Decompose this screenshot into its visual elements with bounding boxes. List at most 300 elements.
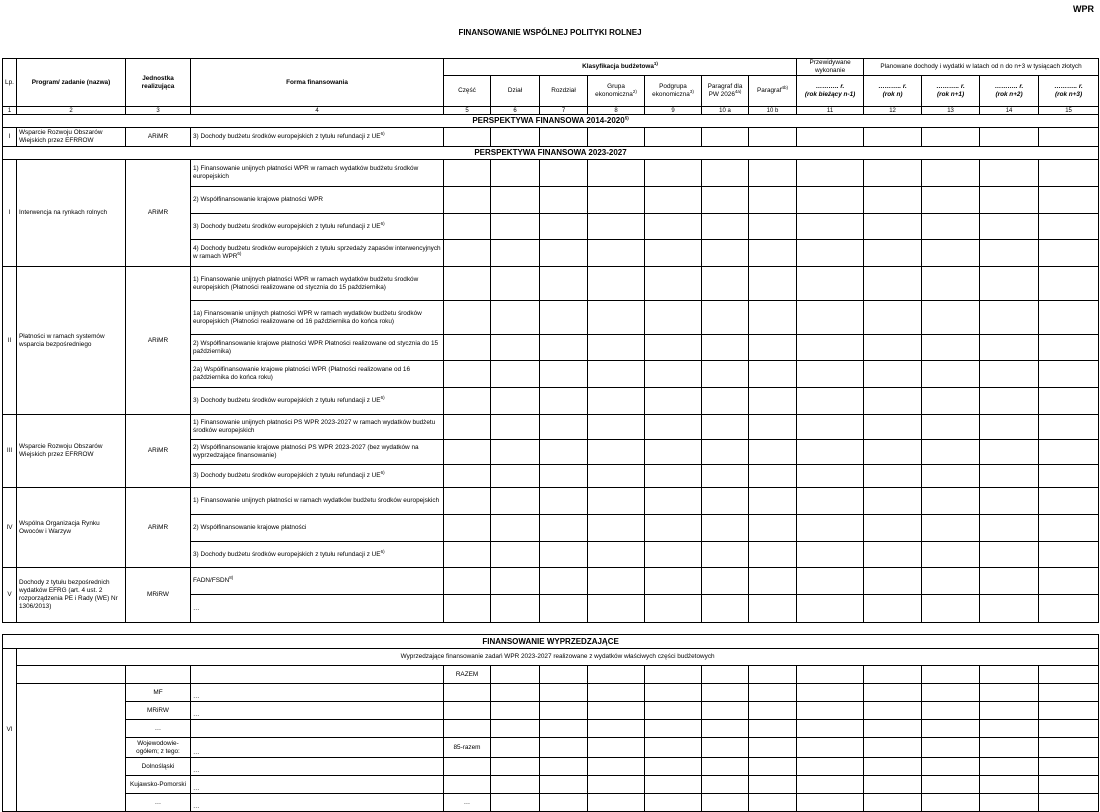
value-cell (980, 187, 1039, 214)
column-number: 1 (3, 107, 17, 115)
value-cell (540, 214, 588, 240)
value-cell (702, 720, 749, 738)
value-cell (797, 488, 864, 515)
prefinancing-subtitle: Wyprzedzające finansowanie zadań WPR 2023-2027 realizowane z wydatków właściwych części budżetowych (17, 649, 1099, 666)
value-cell (491, 794, 540, 812)
value-cell (645, 240, 702, 267)
column-number: 9 (645, 107, 702, 115)
value-cell (645, 515, 702, 542)
value-cell (980, 240, 1039, 267)
value-cell (980, 440, 1039, 465)
value-cell (540, 568, 588, 595)
value-cell (749, 465, 797, 488)
form-text: 2a) Współfinansowanie krajowe płatności WPR (Płatności realizowane od 16 października do końca roku) (193, 366, 411, 381)
table-row (3, 758, 1099, 776)
value-cell (588, 440, 645, 465)
value-cell (980, 128, 1039, 147)
value-cell (749, 684, 797, 702)
prefinancing-table (2, 634, 1099, 812)
value-cell (702, 465, 749, 488)
header-year-1 (864, 76, 922, 107)
value-cell (922, 515, 980, 542)
value-cell (980, 388, 1039, 415)
year-placeholder: ……….. r. (815, 83, 845, 90)
value-cell (864, 214, 922, 240)
footnote-ref: 1) (653, 60, 658, 66)
row-form (191, 187, 444, 214)
document-title: FINANSOWANIE WSPÓLNEJ POLITYKI ROLNEJ (458, 28, 642, 37)
value-cell (864, 187, 922, 214)
value-cell (1039, 301, 1099, 335)
value-cell (645, 440, 702, 465)
column-number: 15 (1039, 107, 1099, 115)
header-sub-label: Rozdział (551, 87, 576, 94)
row-program: Dochody z tytułu bezpośrednich wydatków EFRG (art. 4 ust. 2 rozporządzenia PE i Rady (WE) Nr 1306/2013) (17, 568, 126, 623)
value-cell (980, 542, 1039, 568)
value-cell (749, 214, 797, 240)
footnote-ref: 4a) (734, 88, 742, 94)
value-cell (588, 515, 645, 542)
value-cell (444, 415, 491, 440)
value-cell (702, 776, 749, 794)
row-program: Wsparcie Rozwoju Obszarów Wiejskich przez EFRROW (17, 415, 126, 488)
value-cell (702, 301, 749, 335)
row-form (191, 214, 444, 240)
value-cell (980, 568, 1039, 595)
value-cell (980, 415, 1039, 440)
value-cell (749, 488, 797, 515)
year-placeholder: ……….. r. (994, 83, 1024, 90)
value-cell (922, 720, 980, 738)
value-cell (797, 684, 864, 702)
value-cell (491, 335, 540, 361)
table-row (3, 568, 1099, 595)
row-dots: … (191, 702, 444, 720)
value-cell (797, 187, 864, 214)
year-placeholder: ……….. r. (878, 83, 907, 90)
value-cell (702, 794, 749, 812)
value-cell (491, 240, 540, 267)
value-cell (797, 595, 864, 623)
row-form (191, 488, 444, 515)
form-text: 3) Dochody budżetu środków europejskich z tytułu refundacji z UE (193, 472, 381, 479)
header-classification (444, 59, 797, 76)
value-cell (444, 267, 491, 301)
value-cell (980, 361, 1039, 388)
value-cell (980, 776, 1039, 794)
value-cell (491, 568, 540, 595)
row-lp: II (3, 267, 17, 415)
value-cell (864, 568, 922, 595)
row-lp: I (3, 160, 17, 267)
value-cell (797, 702, 864, 720)
column-number: 10 a (702, 107, 749, 115)
header-sub-5 (702, 76, 749, 107)
row-classification: … (444, 794, 491, 812)
value-cell (645, 267, 702, 301)
value-cell (1039, 335, 1099, 361)
row-dots: … (191, 738, 444, 758)
value-cell (588, 335, 645, 361)
value-cell (491, 515, 540, 542)
value-cell (444, 388, 491, 415)
value-cell (491, 595, 540, 623)
row-lp: VI (3, 649, 17, 812)
value-cell (702, 568, 749, 595)
value-cell (1039, 776, 1099, 794)
table-row (3, 415, 1099, 440)
value-cell (922, 666, 980, 684)
year-label: (rok n+2) (995, 91, 1023, 98)
value-cell (444, 301, 491, 335)
value-cell (540, 666, 588, 684)
value-cell (491, 488, 540, 515)
row-dots: … (191, 758, 444, 776)
section-title: PERSPEKTYWA FINANSOWA 2014-2020 (472, 116, 625, 125)
footnote-ref: 6) (380, 548, 385, 554)
value-cell (540, 465, 588, 488)
row-classification: 85-razem (444, 738, 491, 758)
value-cell (702, 267, 749, 301)
column-number: 13 (922, 107, 980, 115)
year-placeholder: ……….. r. (1054, 83, 1083, 90)
row-unit: ARiMR (126, 415, 191, 488)
form-text: 1) Finansowanie unijnych płatności WPR w ramach wydatków budżetu środków europejskich (193, 165, 419, 180)
row-classification (444, 702, 491, 720)
row-dots (191, 720, 444, 738)
value-cell (588, 738, 645, 758)
value-cell (444, 440, 491, 465)
value-cell (864, 515, 922, 542)
header-sub-label: Dział (507, 87, 523, 94)
row-dots: … (191, 794, 444, 812)
value-cell (645, 776, 702, 794)
value-cell (702, 758, 749, 776)
form-text: … (193, 604, 200, 612)
form-text: FADN/FSDN (193, 577, 230, 584)
table-row (3, 684, 1099, 702)
row-form (191, 128, 444, 147)
value-cell (702, 361, 749, 388)
row-unit: … (126, 794, 191, 812)
value-cell (645, 160, 702, 187)
blank-cell (126, 666, 191, 684)
value-cell (645, 301, 702, 335)
value-cell (864, 794, 922, 812)
value-cell (864, 666, 922, 684)
footnote-ref: 2) (632, 88, 637, 94)
prefinancing-subheader-row (3, 649, 1099, 666)
value-cell (749, 776, 797, 794)
row-form (191, 415, 444, 440)
row-form (191, 465, 444, 488)
header-sub-label: Grupa ekonomiczna (595, 83, 633, 98)
column-number: 7 (540, 107, 588, 115)
footnote-ref: 4b) (781, 84, 789, 90)
value-cell (491, 758, 540, 776)
blank-cell (17, 666, 126, 684)
value-cell (491, 666, 540, 684)
row-form (191, 335, 444, 361)
value-cell (797, 440, 864, 465)
value-cell (749, 388, 797, 415)
row-unit: MRiRW (126, 568, 191, 623)
value-cell (980, 684, 1039, 702)
footnote-ref: 5) (624, 115, 629, 121)
value-cell (797, 301, 864, 335)
header-form: Forma finansowania (191, 59, 444, 107)
value-cell (702, 240, 749, 267)
header-sub-label: Część (458, 87, 476, 94)
value-cell (922, 568, 980, 595)
value-cell (980, 301, 1039, 335)
value-cell (1039, 440, 1099, 465)
value-cell (980, 160, 1039, 187)
razem-label: RAZEM (444, 666, 491, 684)
value-cell (922, 542, 980, 568)
value-cell (864, 128, 922, 147)
value-cell (797, 465, 864, 488)
row-form (191, 240, 444, 267)
value-cell (491, 214, 540, 240)
value-cell (1039, 542, 1099, 568)
value-cell (491, 440, 540, 465)
value-cell (797, 776, 864, 794)
header-planned: Planowane dochody i wydatki w latach od n do n+3 w tysiącach złotych (864, 59, 1099, 76)
value-cell (797, 214, 864, 240)
value-cell (1039, 488, 1099, 515)
row-lp: V (3, 568, 17, 623)
value-cell (749, 361, 797, 388)
value-cell (491, 361, 540, 388)
row-form (191, 568, 444, 595)
blank-cell (17, 684, 126, 812)
value-cell (797, 738, 864, 758)
table-row (3, 267, 1099, 301)
value-cell (540, 240, 588, 267)
value-cell (540, 515, 588, 542)
table-row (3, 720, 1099, 738)
section-row (3, 147, 1099, 160)
value-cell (864, 301, 922, 335)
header-forecast: Przewidywane wykonanie (797, 59, 864, 76)
value-cell (1039, 758, 1099, 776)
value-cell (702, 214, 749, 240)
value-cell (444, 335, 491, 361)
value-cell (749, 440, 797, 465)
column-number: 2 (17, 107, 126, 115)
value-cell (444, 361, 491, 388)
value-cell (645, 568, 702, 595)
value-cell (749, 515, 797, 542)
form-text: 1) Finansowanie unijnych płatności w ramach wydatków budżetu środków europejskich (193, 497, 440, 504)
value-cell (749, 160, 797, 187)
row-unit: MRiRW (126, 702, 191, 720)
value-cell (645, 488, 702, 515)
header-row (3, 59, 1099, 76)
year-label: (rok n) (882, 91, 903, 98)
value-cell (491, 160, 540, 187)
column-number-row (3, 107, 1099, 115)
value-cell (980, 758, 1039, 776)
value-cell (702, 160, 749, 187)
value-cell (922, 794, 980, 812)
value-cell (588, 187, 645, 214)
row-lp: I (3, 128, 17, 147)
row-dots: … (191, 776, 444, 794)
footnote-ref: 6) (380, 394, 385, 400)
value-cell (1039, 595, 1099, 623)
value-cell (797, 515, 864, 542)
row-classification (444, 758, 491, 776)
value-cell (864, 595, 922, 623)
value-cell (540, 440, 588, 465)
form-text: 3) Dochody budżetu środków europejskich z tytułu refundacji z UE (193, 133, 381, 140)
form-text: 1) Finansowanie unijnych płatności PS WPR 2023-2027 w ramach wydatków budżetu środków europejskich (193, 419, 436, 434)
form-text: 3) Dochody budżetu środków europejskich z tytułu refundacji z UE (193, 222, 381, 230)
value-cell (702, 187, 749, 214)
value-cell (588, 568, 645, 595)
column-number: 14 (980, 107, 1039, 115)
value-cell (540, 738, 588, 758)
form-text: 2) Współfinansowanie krajowe płatności WPR Płatności realizowane od stycznia do 15 października) (193, 339, 439, 355)
value-cell (444, 128, 491, 147)
value-cell (444, 214, 491, 240)
row-form (191, 595, 444, 623)
value-cell (797, 758, 864, 776)
value-cell (980, 515, 1039, 542)
header-sub-label: Paragraf (757, 87, 782, 94)
value-cell (797, 794, 864, 812)
section-prefinancing: FINANSOWANIE WYPRZEDZAJĄCE (3, 635, 1099, 649)
form-text: 3) Dochody budżetu środków europejskich z tytułu refundacji z UE (193, 550, 381, 558)
header-year-3 (980, 76, 1039, 107)
value-cell (864, 440, 922, 465)
value-cell (980, 794, 1039, 812)
header-sub-4 (645, 76, 702, 107)
value-cell (980, 267, 1039, 301)
value-cell (922, 738, 980, 758)
value-cell (491, 542, 540, 568)
table-row (3, 488, 1099, 515)
footnote-ref: 3) (689, 88, 694, 94)
value-cell (540, 488, 588, 515)
value-cell (702, 702, 749, 720)
value-cell (645, 720, 702, 738)
value-cell (540, 758, 588, 776)
value-cell (1039, 361, 1099, 388)
column-number: 8 (588, 107, 645, 115)
section-row (3, 115, 1099, 128)
header-year-4 (1039, 76, 1099, 107)
row-form (191, 160, 444, 187)
value-cell (491, 415, 540, 440)
value-cell (645, 666, 702, 684)
value-cell (864, 335, 922, 361)
value-cell (540, 128, 588, 147)
value-cell (922, 702, 980, 720)
value-cell (749, 568, 797, 595)
value-cell (491, 684, 540, 702)
value-cell (922, 267, 980, 301)
value-cell (922, 440, 980, 465)
value-cell (1039, 794, 1099, 812)
value-cell (1039, 240, 1099, 267)
value-cell (1039, 702, 1099, 720)
value-cell (1039, 684, 1099, 702)
row-dots: … (191, 684, 444, 702)
form-text: 2) Współfinansowanie krajowe płatności (193, 524, 307, 531)
value-cell (702, 488, 749, 515)
value-cell (588, 684, 645, 702)
value-cell (491, 128, 540, 147)
value-cell (588, 361, 645, 388)
value-cell (1039, 267, 1099, 301)
value-cell (797, 335, 864, 361)
value-cell (645, 214, 702, 240)
value-cell (1039, 738, 1099, 758)
row-form (191, 267, 444, 301)
value-cell (980, 335, 1039, 361)
value-cell (588, 214, 645, 240)
value-cell (864, 361, 922, 388)
form-text: 3) Dochody budżetu środków europejskich z tytułu refundacji z UE (193, 397, 381, 404)
value-cell (1039, 187, 1099, 214)
table-row (3, 128, 1099, 147)
value-cell (749, 240, 797, 267)
value-cell (702, 595, 749, 623)
footnote-ref: 8) (229, 574, 234, 580)
value-cell (864, 388, 922, 415)
value-cell (491, 388, 540, 415)
value-cell (922, 361, 980, 388)
value-cell (749, 794, 797, 812)
row-unit: Kujawsko-Pomorski (126, 776, 191, 794)
value-cell (645, 465, 702, 488)
value-cell (540, 702, 588, 720)
value-cell (645, 702, 702, 720)
value-cell (491, 301, 540, 335)
value-cell (491, 702, 540, 720)
value-cell (797, 160, 864, 187)
row-form (191, 542, 444, 568)
value-cell (922, 488, 980, 515)
value-cell (645, 415, 702, 440)
value-cell (702, 128, 749, 147)
main-table (2, 58, 1099, 623)
row-program: Wsparcie Rozwoju Obszarów Wiejskich przez EFRROW (17, 128, 126, 147)
value-cell (645, 758, 702, 776)
value-cell (702, 542, 749, 568)
row-form (191, 361, 444, 388)
value-cell (444, 160, 491, 187)
value-cell (864, 488, 922, 515)
value-cell (645, 738, 702, 758)
document-code: WPR (1073, 4, 1094, 14)
value-cell (540, 542, 588, 568)
value-cell (702, 515, 749, 542)
year-label: (rok bieżący n-1) (804, 91, 856, 98)
header-sub-3 (588, 76, 645, 107)
value-cell (864, 776, 922, 794)
column-number: 11 (797, 107, 864, 115)
table-row (3, 776, 1099, 794)
row-unit: … (126, 720, 191, 738)
value-cell (797, 666, 864, 684)
header-unit: Jednostka realizująca (126, 59, 191, 107)
value-cell (645, 595, 702, 623)
footnote-ref: 6) (380, 130, 385, 136)
